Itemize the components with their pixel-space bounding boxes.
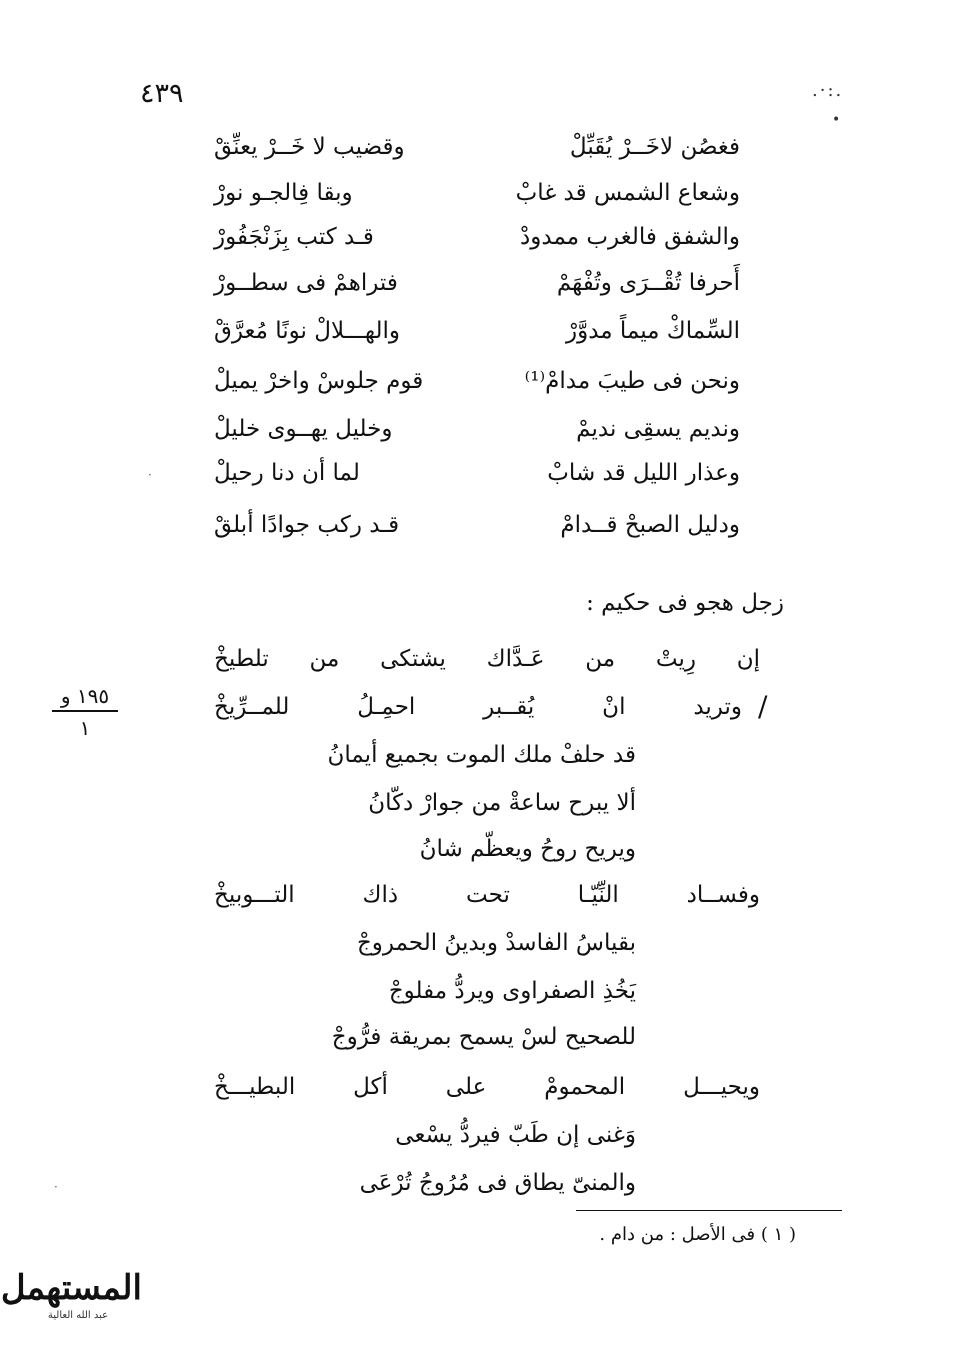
section-heading: زجل هجو فى حكيم :: [586, 590, 784, 616]
zajal-indented-line: بقياسُ الفاسدْ وبدينُ الحمروجْ: [356, 930, 636, 956]
verse-right-hemistich: ودليل الصبحْ قــدامْ: [560, 512, 740, 538]
zajal-indented-line: قد حلفْ ملك الموت بجميع أيمانُ: [327, 742, 636, 768]
footnote: ( ١ ) فى الأصل : من دام .: [599, 1224, 796, 1245]
verse-left-hemistich: وخليل يهــوى خليلْ: [214, 416, 393, 442]
word: من: [309, 646, 340, 672]
margin-folio-note: [52, 684, 118, 740]
verse-left-hemistich: لما أن دنا رحيلْ: [214, 460, 360, 486]
zajal-indented-line: والمنىّ يطاق فى مُرُوجُ تُرْعَى: [359, 1170, 636, 1196]
word: يشتكى: [380, 646, 446, 672]
zajal-indented-line: يَخُذِ الصفراوى ويردُّ مفلوجْ: [388, 978, 636, 1004]
word: للمــرِّيخْ: [214, 694, 290, 720]
word: تلطيخْ: [214, 646, 269, 672]
verse-right-hemistich: فغصُن لاخَــرْ يُقَبِّلْ: [569, 134, 740, 160]
logo-text: المستهمل: [0, 1268, 142, 1308]
word: وتريد: [693, 694, 742, 720]
zajal-indented-line: ألا يبرح ساعةْ من جوارْ دكّانُ: [368, 790, 636, 816]
word: إن: [736, 646, 760, 672]
verse-right-hemistich: السِّماكْ ميماً مدوَّرْ: [566, 318, 740, 344]
scan-speck: ·: [54, 1180, 58, 1194]
verse-right-hemistich: وعذار الليل قد شابْ: [547, 460, 740, 486]
word: على: [445, 1074, 487, 1100]
verse-left-hemistich: والهـــلالْ نونًا مُعرَّقْ: [214, 318, 401, 344]
zajal-indented-line: للصحيح لسْ يسمح بمريقة فرُّوجْ: [331, 1024, 636, 1050]
verse-left-hemistich: قوم جلوسْ واخرْ يميلْ: [214, 368, 424, 394]
scan-speck: .·:.: [812, 80, 844, 101]
word: وفســاد: [686, 882, 760, 908]
folio-sub: ١: [79, 716, 91, 740]
word: ويحيـــل: [683, 1074, 760, 1100]
verse-left-hemistich: قـد كتب بِزَنْجَفُورْ: [214, 224, 374, 250]
word: يُقــبر: [483, 694, 535, 720]
verse-right-hemistich: والشفق فالغرب ممدودْ: [520, 224, 740, 250]
logo-subtext: عبد الله العالية: [47, 1310, 109, 1321]
page-number: ٤٣٩: [140, 78, 184, 109]
word: ذاك: [362, 882, 399, 908]
word: المحمومْ: [544, 1074, 626, 1100]
verse-right-hemistich: أَحرفا تُقْــرَى وتُفْهَمْ: [556, 270, 740, 296]
word: أكل: [353, 1074, 388, 1100]
zajal-line: [214, 882, 760, 908]
word: عَـدَّاك: [486, 646, 545, 672]
verse-right-hemistich: ونديم يسقِى نديمْ: [576, 416, 740, 442]
verse-left-hemistich: فتراهمْ فى سطــورْ: [214, 270, 398, 296]
word: تحت: [466, 882, 510, 908]
word: النِّيّـا: [577, 882, 619, 908]
word: انْ: [602, 694, 626, 720]
zajal-line: [214, 646, 760, 672]
word: رِيتْ: [655, 646, 696, 672]
word: البطيـــخْ: [214, 1074, 296, 1100]
word: التـــوبيخْ: [214, 882, 295, 908]
scan-speck: •: [832, 112, 841, 128]
library-logo: [0, 1268, 142, 1330]
word: احمِـلُ: [357, 694, 416, 720]
folio-number: ١٩٥ و: [60, 684, 110, 708]
folio-rule: [52, 710, 118, 712]
verse-left-hemistich: وقضيب لا خَــرْ يعنِّقْ: [214, 134, 405, 160]
verse-left-hemistich: قـد ركب جوادًا أبلقْ: [214, 512, 400, 538]
scan-speck: ·: [148, 468, 152, 482]
verse-left-hemistich: وبقا فِالجـو نورْ: [214, 180, 353, 206]
footnote-divider: [576, 1210, 842, 1211]
zajal-indented-line: ويريح روحُ ويعظّم شانُ: [419, 836, 636, 862]
verse-right-hemistich: وشعاع الشمس قد غابْ: [515, 180, 740, 206]
verse-right-hemistich: ونحن فى طيبَ مدامْ⁽¹⁾: [524, 368, 740, 394]
zajal-line: [214, 694, 742, 720]
zajal-line: [214, 1074, 760, 1100]
folio-break-mark: /: [758, 690, 768, 723]
word: من: [585, 646, 616, 672]
zajal-indented-line: وَغنى إن طَبّ فيردُّ يسْعى: [395, 1122, 636, 1148]
